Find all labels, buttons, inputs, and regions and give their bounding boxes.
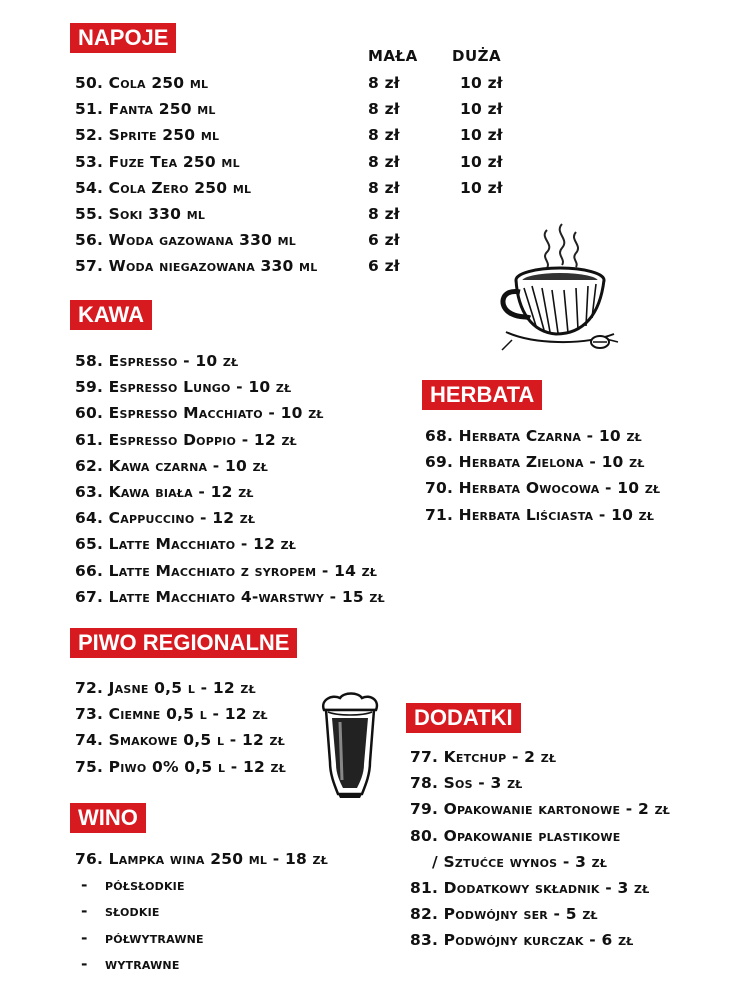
menu-item: 59. Espresso Lungo - 10 zł (75, 378, 292, 397)
section-header-wino: WINO (70, 803, 146, 833)
dodatki-list (410, 744, 670, 954)
herbata-list (425, 423, 660, 528)
menu-item-continuation: / Sztućce wynos - 3 zł (432, 852, 608, 871)
menu-item: 64. Cappuccino - 12 zł (75, 509, 256, 528)
section-header-piwo: PIWO REGIONALNE (70, 628, 297, 658)
beer-glass-icon (318, 692, 382, 800)
column-header-small: MAŁA (368, 47, 418, 65)
menu-item: 75. Piwo 0% 0,5 l - 12 zł (75, 757, 286, 776)
menu-item: 61. Espresso Doppio - 12 zł (75, 430, 297, 449)
price-small: 8 zł (368, 74, 400, 92)
menu-item: 76. Lampka wina 250 ml - 18 zł (75, 850, 328, 868)
price-small: 8 zł (368, 152, 400, 171)
kawa-list (75, 348, 385, 610)
menu-item: 65. Latte Macchiato - 12 zł (75, 535, 297, 554)
price-small: 6 zł (368, 257, 400, 276)
wine-option: - półwytrawne (81, 928, 204, 947)
menu-item: 69. Herbata Zielona - 10 zł (425, 453, 645, 472)
price-small: 8 zł (368, 126, 400, 145)
menu-item: 70. Herbata Owocowa - 10 zł (425, 479, 661, 498)
price-large: 10 zł (460, 74, 503, 92)
menu-item: 81. Dodatkowy składnik - 3 zł (410, 878, 650, 897)
price-small: 6 zł (368, 231, 400, 250)
section-header-kawa: KAWA (70, 300, 152, 330)
price-small: 8 zł (368, 204, 400, 223)
napoje-list (75, 70, 545, 280)
section-header-herbata: HERBATA (422, 380, 542, 410)
menu-item: 56. Woda gazowana 330 ml 6 zł (75, 227, 545, 253)
price-large: 10 zł (460, 126, 503, 145)
menu-item: 63. Kawa biała - 12 zł (75, 482, 254, 501)
menu-item: 50. Cola 250 ml 8 zł 10 zł (75, 70, 545, 96)
menu-item: 78. Sos - 3 zł (410, 774, 523, 793)
price-large: 10 zł (460, 152, 503, 171)
coffee-cup-icon (492, 222, 622, 360)
menu-item: 54. Cola Zero 250 ml 8 zł 10 zł (75, 175, 545, 201)
menu-item: 53. Fuze Tea 250 ml 8 zł 10 zł (75, 149, 545, 175)
price-small: 8 zł (368, 178, 400, 197)
menu-item: 55. Soki 330 ml 8 zł (75, 201, 545, 227)
menu-item: 66. Latte Macchiato z syropem - 14 zł (75, 561, 378, 580)
menu-item: 62. Kawa czarna - 10 zł (75, 456, 269, 475)
menu-item: 60. Espresso Macchiato - 10 zł (75, 404, 324, 423)
section-header-dodatki: DODATKI (406, 703, 521, 733)
price-small: 8 zł (368, 100, 400, 119)
menu-item: 79. Opakowanie kartonowe - 2 zł (410, 800, 671, 819)
menu-item: 82. Podwójny ser - 5 zł (410, 905, 598, 924)
column-header-large: DUŻA (452, 47, 502, 65)
menu-item: 67. Latte Macchiato 4-warstwy - 15 zł (75, 587, 385, 606)
menu-item: 52. Sprite 250 ml 8 zł 10 zł (75, 122, 545, 148)
menu-item: 73. Ciemne 0,5 l - 12 zł (75, 705, 268, 724)
section-header-napoje: NAPOJE (70, 23, 176, 53)
menu-item: 68. Herbata Czarna - 10 zł (425, 427, 642, 445)
menu-item: 72. Jasne 0,5 l - 12 zł (75, 679, 256, 697)
piwo-list (75, 675, 286, 780)
menu-item: 57. Woda niegazowana 330 ml 6 zł (75, 253, 545, 279)
wino-list (75, 846, 328, 977)
menu-item: 51. Fanta 250 ml 8 zł 10 zł (75, 96, 545, 122)
wine-option: - słodkie (81, 902, 160, 921)
menu-item: 80. Opakowanie plastikowe (410, 826, 621, 845)
wine-option: - półsłodkie (81, 876, 185, 895)
price-large: 10 zł (460, 178, 503, 197)
menu-item: 71. Herbata Liściasta - 10 zł (425, 505, 655, 524)
menu-item: 77. Ketchup - 2 zł (410, 748, 557, 766)
menu-item: 83. Podwójny kurczak - 6 zł (410, 931, 634, 950)
menu-item: 74. Smakowe 0,5 l - 12 zł (75, 731, 285, 750)
menu-item: 58. Espresso - 10 zł (75, 352, 239, 370)
wine-option: - wytrawne (81, 954, 180, 973)
price-large: 10 zł (460, 100, 503, 119)
